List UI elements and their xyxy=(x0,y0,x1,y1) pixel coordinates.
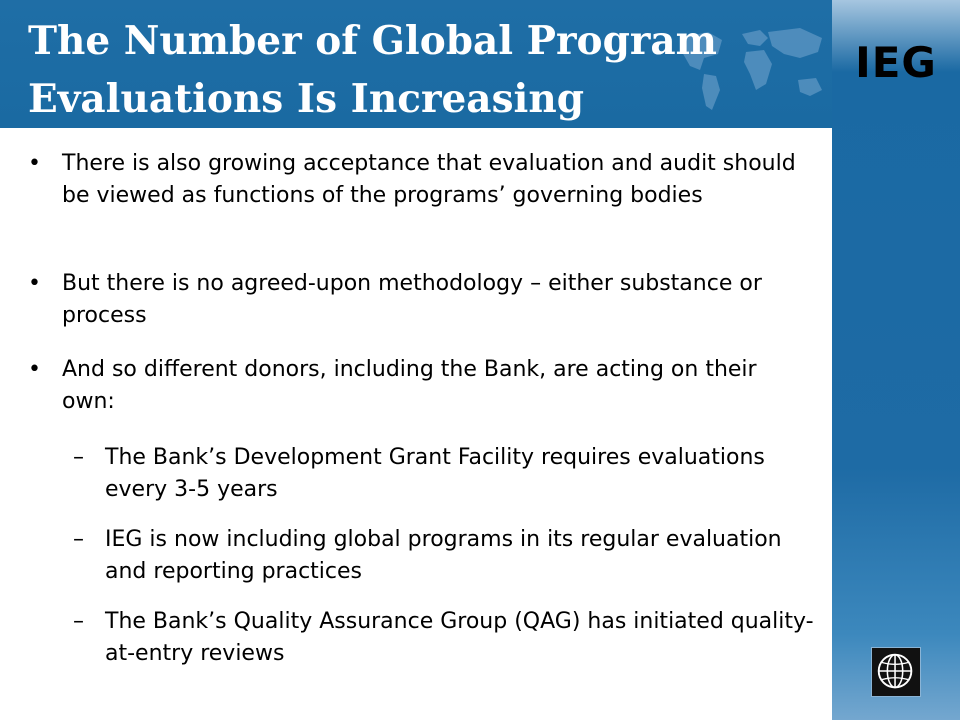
subbullet-text: The Bank’s Quality Assurance Group (QAG) has initiated quality-at-entry reviews xyxy=(105,609,814,666)
dash-marker: – xyxy=(73,445,84,470)
bullet-marker: • xyxy=(28,151,41,176)
bullet-text: There is also growing acceptance that evaluation and audit should be viewed as functions of the programs’ governing bodies xyxy=(62,151,796,208)
bullet-item xyxy=(28,268,812,332)
ieg-logo: IEG xyxy=(855,38,937,87)
subbullet-item xyxy=(73,442,815,506)
subbullet-text: The Bank’s Development Grant Facility requires evaluations every 3-5 years xyxy=(105,445,765,502)
bullet-text: And so different donors, including the Bank, are acting on their own: xyxy=(62,357,757,414)
bullet-marker: • xyxy=(28,357,41,382)
title-line-1: The Number of Global Program xyxy=(28,18,717,64)
subbullet-text: IEG is now including global programs in its regular evaluation and reporting practices xyxy=(105,527,782,584)
dash-marker: – xyxy=(73,609,84,634)
subbullet-item xyxy=(73,524,815,588)
subbullet-item xyxy=(73,606,815,670)
bullet-marker: • xyxy=(28,271,41,296)
right-sidebar-band xyxy=(832,0,960,720)
bullet-item xyxy=(28,354,812,418)
dash-marker: – xyxy=(73,527,84,552)
title-line-2: Evaluations Is Increasing xyxy=(28,76,584,122)
world-bank-globe-icon xyxy=(871,647,921,697)
bullet-text: But there is no agreed-upon methodology – either substance or process xyxy=(62,271,762,328)
bullet-item xyxy=(28,148,812,212)
